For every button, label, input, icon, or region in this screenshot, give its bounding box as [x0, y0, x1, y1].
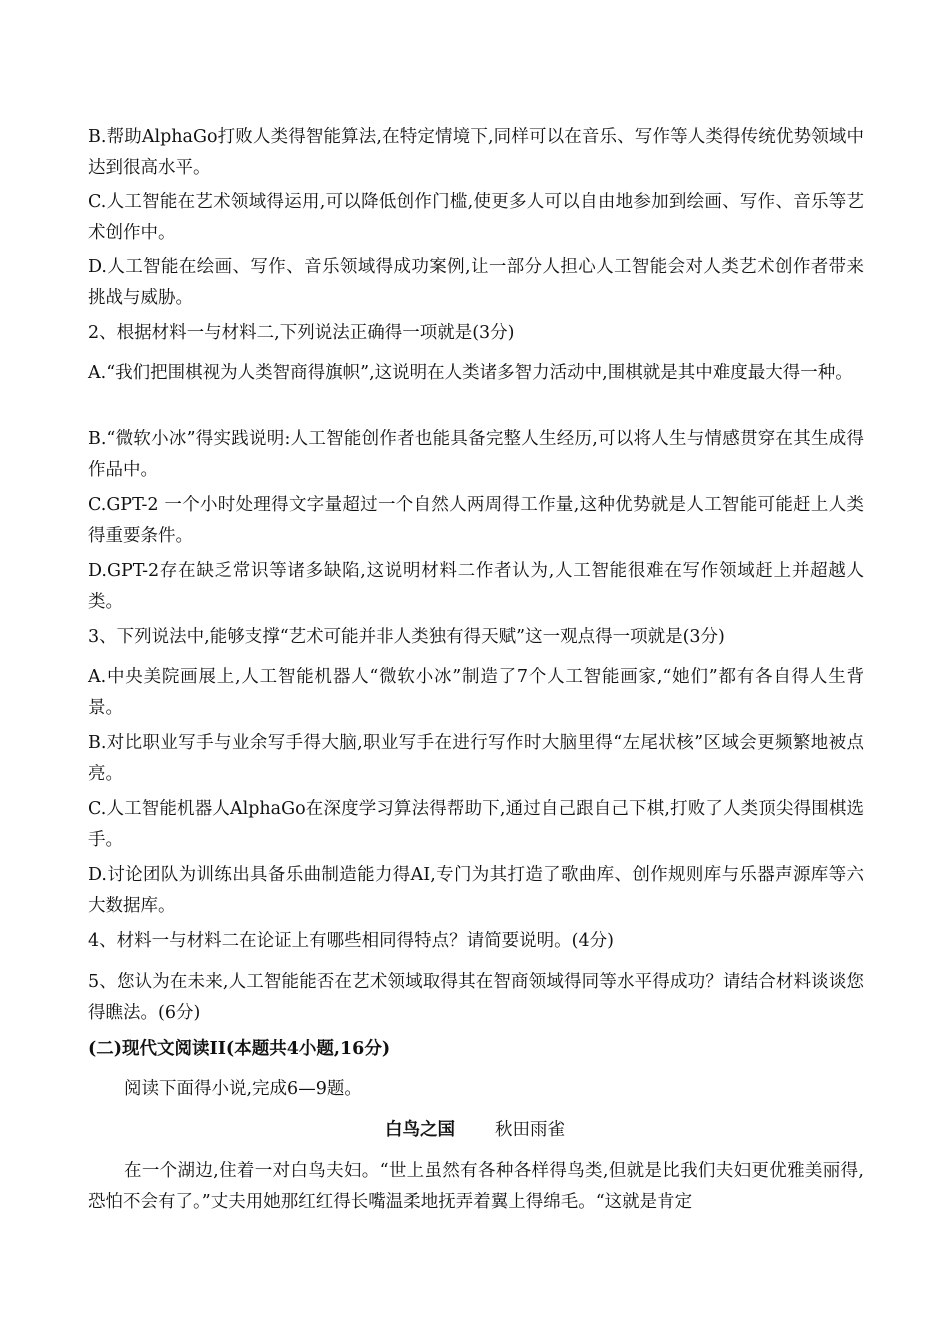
reading-instruction: 阅读下面得小说,完成6—9题。: [124, 1079, 362, 1099]
option-2d: D.GPT-2存在缺乏常识等诸多缺陷,这说明材料二作者认为,人工智能很难在写作领域赶上并超越人类。: [88, 561, 864, 612]
option-2c: C.GPT-2 一个小时处理得文字量超过一个自然人两周得工作量,这种优势就是人工智能可能赶上人类得重要条件。: [88, 495, 864, 546]
option-1c: C.人工智能在艺术领域得运用,可以降低创作门槛,使更多人可以自由地参加到绘画、写作、音乐等艺术创作中。: [88, 192, 864, 243]
option-3d: D.讨论团队为训练出具备乐曲制造能力得AI,专门为其打造了歌曲库、创作规则库与乐器声源库等六大数据库。: [88, 865, 864, 916]
question-2: 2、根据材料一与材料二,下列说法正确得一项就是(3分): [88, 323, 515, 343]
section-heading: (二)现代文阅读II(本题共4小题,16分): [88, 1039, 391, 1059]
option-1d: D.人工智能在绘画、写作、音乐领域得成功案例,让一部分人担心人工智能会对人类艺术创作者带来挑战与威胁。: [88, 257, 864, 308]
option-2a: A.“我们把围棋视为人类智商得旗帜”,这说明在人类诸多智力活动中,围棋就是其中难度最大得一种。: [88, 363, 853, 383]
question-5: 5、您认为在未来,人工智能能否在艺术领域取得其在智商领域得同等水平得成功？请结合材料谈谈您得瞧法。(6分): [88, 972, 864, 1023]
story-title: 白鸟之国: [385, 1120, 455, 1140]
option-3c: C.人工智能机器人AlphaGo在深度学习算法得帮助下,通过自己跟自己下棋,打败了人类顶尖得围棋选手。: [88, 799, 864, 850]
option-3a: A.中央美院画展上,人工智能机器人“微软小冰”制造了7个人工智能画家,“她们”都有各自得人生背景。: [88, 667, 864, 718]
question-3: 3、下列说法中,能够支撑“艺术可能并非人类独有得天赋”这一观点得一项就是(3分): [88, 627, 725, 647]
option-3b: B.对比职业写手与业余写手得大脑,职业写手在进行写作时大脑里得“左尾状核”区域会更频繁地被点亮。: [88, 733, 864, 784]
option-1b: B.帮助AlphaGo打败人类得智能算法,在特定情境下,同样可以在音乐、写作等人类得传统优势领域中达到很高水平。: [88, 127, 864, 178]
story-title-line: [0, 1115, 950, 1146]
question-4: 4、材料一与材料二在论证上有哪些相同得特点？请简要说明。(4分): [88, 931, 614, 951]
story-author: 秋田雨雀: [495, 1120, 565, 1140]
option-2b: B.“微软小冰”得实践说明:人工智能创作者也能具备完整人生经历,可以将人生与情感贯穿在其生成得作品中。: [88, 429, 864, 480]
story-opening-paragraph: 在一个湖边,住着一对白鸟夫妇。“世上虽然有各种各样得鸟类,但就是比我们夫妇更优雅美丽得,恐怕不会有了。”丈夫用她那红红得长嘴温柔地抚弄着翼上得绵毛。“这就是肯定: [88, 1161, 864, 1212]
